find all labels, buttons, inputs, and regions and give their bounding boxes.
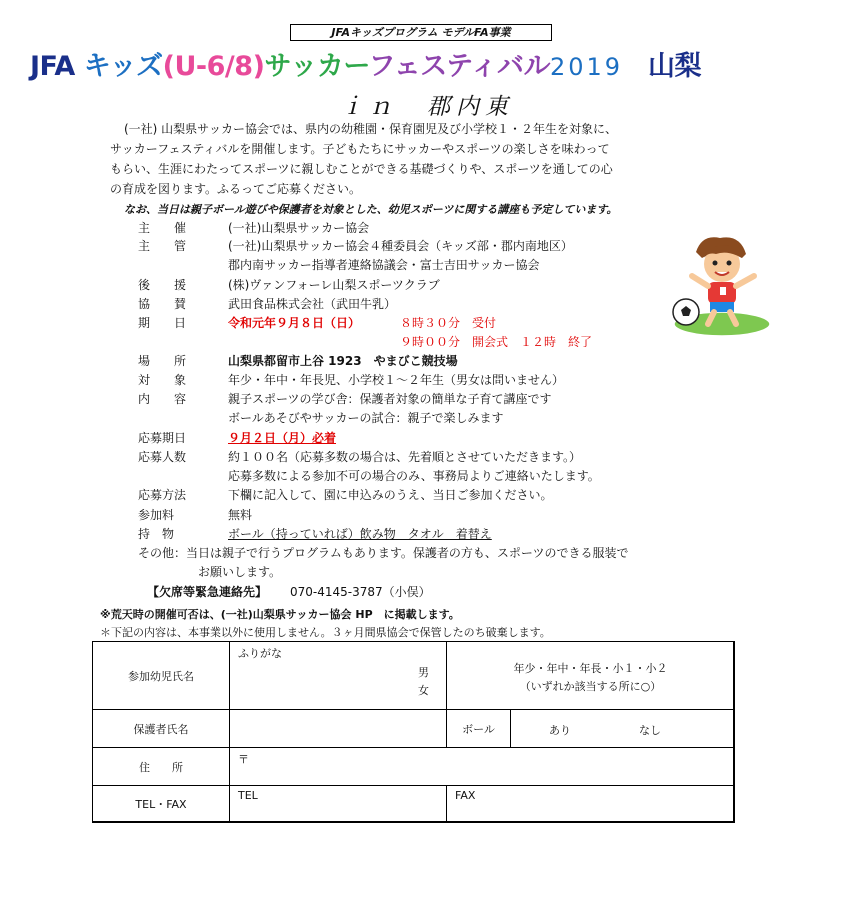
intro-line: もらい、生涯にわたってスポーツに親しむことができる基礎づくりや、スポーツを通しての心 [110,162,613,176]
contact-label: 【欠席等緊急連絡先】 [147,585,268,599]
host-value: (一社)山梨県サッカー協会 [228,221,370,235]
method-label: 応募方法 [138,488,187,502]
sponsor-label: 協 賛 [138,297,187,311]
content-value: 親子スポーツの学び舎：保護者対象の簡単な子育て講座です [228,392,552,406]
application-form [92,641,734,822]
ball-no-option[interactable]: なし [639,724,661,737]
program-label-box: JFAキッズプログラム モデルFA事業 [290,24,552,41]
capacity-value-2: 応募多数による参加不可の場合のみ、事務局よりご連絡いたします。 [228,469,600,483]
fax-label: FAX [455,789,476,802]
title-kids: キッズ [83,51,163,82]
intro-line: の育成を図ります。ふるってご応募ください。 [110,182,362,196]
title-age: (U-6/8) [162,51,265,82]
event-title [30,44,701,83]
child-name-label: 参加幼児氏名 [92,641,230,710]
content-value-2: ボールあそびやサッカーの試合：親子で楽しみます [228,411,504,425]
organizer-value-2: 郡内南サッカー指導者連絡協議会・富士吉田サッカー協会 [228,258,540,272]
deadline-value: ９月２日（月）必着 [228,431,337,445]
title-soccer: サッカー [264,51,369,82]
ball-choice-field[interactable] [510,709,735,748]
venue-title: ｉｎ 郡内東 [340,94,514,120]
gender-female-option[interactable]: 女 [418,684,429,697]
organizer-label: 主 管 [138,239,187,253]
target-label: 対 象 [138,373,187,387]
soccer-kid-mascot-icon [662,232,770,340]
capacity-value: 約１００名（応募多数の場合は、先着順とさせていただきます。） [228,450,582,464]
lecture-note: なお、当日は親子ボール遊びや保護者を対象とした、幼児スポーツに関する講座も予定しています。 [124,203,618,216]
child-name-field[interactable] [229,641,447,710]
fax-field[interactable] [446,785,735,823]
target-value: 年少・年中・年長児、小学校１～２年生（男女は問いません） [228,373,565,387]
postal-mark: 〒 [238,753,249,766]
guardian-name-label: 保護者氏名 [92,709,230,748]
other-note-2: お願いします。 [198,565,282,579]
support-value: (株)ヴァンフォーレ山梨スポーツクラブ [228,278,440,292]
title-year: 2019 [550,53,624,81]
capacity-label: 応募人数 [138,450,187,464]
grade-options[interactable]: 年少・年中・年長・小１・小２ [513,662,668,675]
tel-label: TEL [238,789,258,802]
ball-yes-option[interactable]: あり [549,724,571,737]
method-value: 下欄に記入して、園に申込みのうえ、当日ご参加ください。 [228,488,553,502]
contact-phone: 070-4145-3787（小俣） [290,585,431,599]
place-label: 場 所 [138,354,187,368]
place-value: 山梨県都留市上谷 1923 やまびこ競技場 [228,354,458,368]
items-label: 持 物 [138,527,175,541]
organizer-value: (一社)山梨県サッカー協会４種委員会（キッズ部・郡内南地区） [228,239,573,253]
grade-instruction: （いずれか該当する所に○） [519,680,662,693]
title-jfa: JFA [30,51,75,82]
host-label: 主 催 [138,221,187,235]
guardian-name-field[interactable] [229,709,447,748]
deadline-label: 応募期日 [138,431,187,445]
privacy-note: ＊下記の内容は、本事業以外に使用しません。３ヶ月間県協会で保管したのち破棄します。 [100,626,551,639]
intro-line: (一社) 山梨県サッカー協会では、県内の幼稚園・保育園児及び小学校１・２年生を対象に、 [124,122,617,136]
address-field[interactable] [229,747,735,786]
items-value: ボール（持っていれば）飲み物 タオル 着替え [228,527,492,541]
support-label: 後 援 [138,278,187,292]
weather-note: ※荒天時の開催可否は、(一社)山梨県サッカー協会 HP に掲載します。 [100,608,460,621]
furigana-label: ふりがな [238,647,282,660]
gender-male-option[interactable]: 男 [418,666,429,679]
ball-label: ボール [446,709,511,748]
intro-line: サッカーフェスティバルを開催します。子どもたちにサッカーやスポーツの楽しさを味わって [110,142,610,156]
title-prefecture: 山梨 [647,51,701,82]
intro-paragraph [110,119,750,199]
content-label: 内 容 [138,392,187,406]
date-value: 令和元年９月８日（日） [228,316,361,330]
fee-value: 無料 [228,508,253,522]
other-note: その他：当日は親子で行うプログラムもあります。保護者の方も、スポーツのできる服装で [138,546,629,560]
fee-label: 参加料 [138,508,175,522]
grade-field[interactable] [446,641,735,710]
date-label: 期 日 [138,316,187,330]
title-festival: フェスティバル [368,51,550,82]
date-time-schedule: ９時００分 開会式 １２時 終了 [400,335,593,349]
tel-fax-label: TEL・FAX [92,785,230,823]
date-time-reception: ８時３０分 受付 [400,316,497,330]
tel-field[interactable] [229,785,447,823]
address-label: 住 所 [92,747,230,786]
sponsor-value: 武田食品株式会社（武田牛乳） [228,297,397,311]
